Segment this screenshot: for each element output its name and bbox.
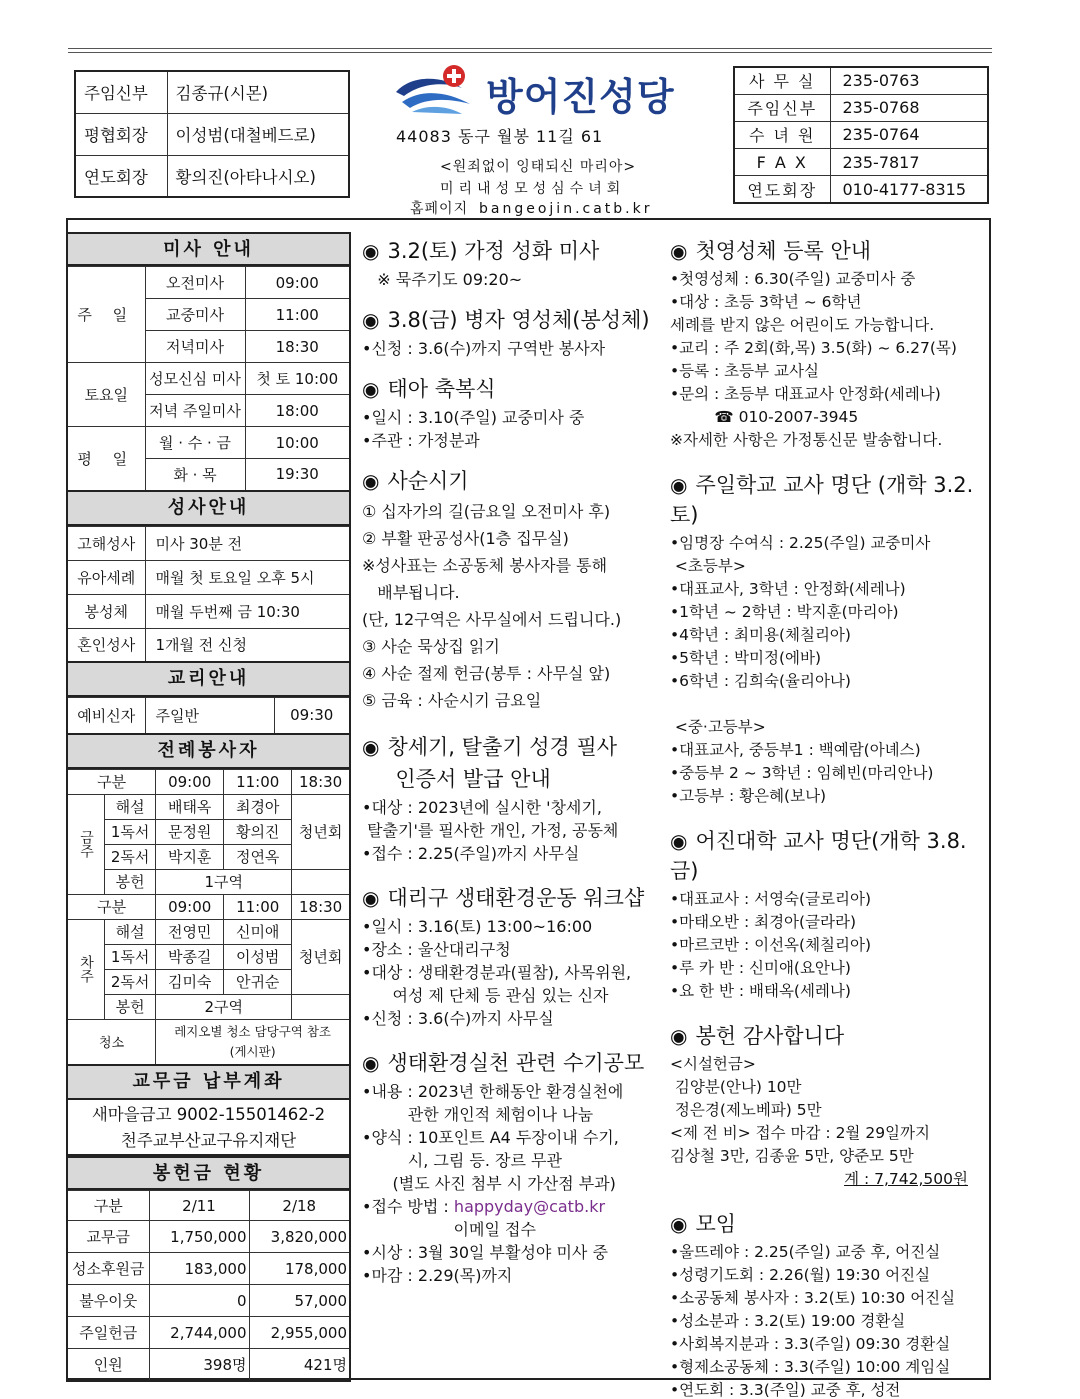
council-name: 이성범(대철베드로) [167, 113, 349, 155]
notice-line: •마태오반 : 최경아(글라라) [670, 913, 857, 931]
bullet-icon: ◉ [362, 239, 380, 263]
col-head: 09:00 [156, 894, 224, 919]
cleaning-text: 레지오별 청소 담당구역 참조 [174, 1023, 332, 1039]
servers-section-title: 전례봉사자 [66, 735, 351, 769]
notice-line: •교리 : 주 2회(화,목) 3.5(화) ~ 6.27(목) [670, 339, 957, 357]
bullet-icon: ◉ [670, 829, 688, 853]
offering-value: 3,820,000 [249, 1221, 350, 1253]
notice-line: ※ 묵주기도 09:20~ [362, 270, 523, 289]
notice-line: 여성 제 단체 등 관심 있는 신자 [362, 986, 609, 1005]
offering-value: 2,744,000 [149, 1317, 249, 1349]
notice-line: •대상 : 초등 3학년 ~ 6학년 [670, 293, 862, 311]
sacrament-name: 고해성사 [67, 526, 145, 560]
mass-time: 11:00 [245, 299, 350, 331]
mass-name: 화 · 목 [145, 459, 245, 491]
notice-heading [362, 732, 662, 762]
convent-line: 미리내성모성심수녀회 [440, 181, 626, 197]
notice-line: •형제소공동체 : 3.3(주일) 10:00 계임실 [670, 1358, 951, 1376]
offering-name: 불우이웃 [67, 1285, 149, 1317]
bullet-icon: ◉ [670, 239, 688, 263]
col-head: 18:30 [292, 769, 350, 794]
parish-logo-icon [392, 62, 488, 116]
notice-line: •6학년 : 김희숙(율리아나) [670, 672, 851, 690]
offering-district: 1구역 [156, 869, 292, 894]
account-box [66, 1100, 351, 1156]
notice-line: •대표교사, 3학년 : 안정화(세레나) [670, 580, 906, 598]
notice-title: 생태환경실천 관련 수기공모 [387, 1051, 645, 1075]
offering-total: 계 : 7,742,500원 [844, 1170, 968, 1188]
pastor-label: 주임신부 [75, 71, 167, 113]
youth-group: 청년회 [292, 919, 350, 994]
notice-line: •울뜨레야 : 2.25(주일) 교중 후, 어진실 [670, 1243, 941, 1261]
notice-line: •일시 : 3.10(주일) 교중미사 중 [362, 408, 585, 427]
server: 전영민 [156, 919, 224, 944]
bullet-icon: ◉ [362, 886, 380, 910]
left-column [66, 232, 351, 1382]
mass-name: 월 · 수 · 금 [145, 427, 245, 459]
notice-line: <시설헌금> [670, 1055, 756, 1073]
doctrine-time: 09:30 [274, 698, 350, 734]
notice-line: •등록 : 초등부 교사실 [670, 362, 819, 380]
homepage-label: 홈페이지 [410, 201, 469, 217]
offering-value: 398명 [149, 1349, 249, 1381]
notice-line: ※자세한 사항은 가정통신문 발송합니다. [670, 431, 943, 449]
notice-line: •대표교사, 중등부1 : 백예람(아녜스) [670, 741, 921, 759]
pastor-info-table [74, 70, 350, 198]
contact-label: 사 무 실 [734, 67, 830, 94]
offering-value: 178,000 [249, 1253, 350, 1285]
notice-line: •5학년 : 박미정(에바) [670, 649, 821, 667]
sunday-label: 주 일 [67, 267, 145, 363]
notice-line: •대상 : 생태환경분과(필참), 사목위원, [362, 963, 632, 982]
notice-heading [670, 826, 986, 886]
sacrament-name: 유아세례 [67, 560, 145, 594]
notice-line: •접수 방법 : [362, 1197, 454, 1216]
server: 정연옥 [224, 844, 292, 869]
col-head: 2/11 [149, 1191, 249, 1221]
sacrament-section-title: 성사안내 [66, 492, 351, 526]
notice-line: ② 부활 판공성사(1층 집무실) [362, 529, 569, 548]
bullet-icon: ◉ [670, 1024, 688, 1048]
notice-line: •4학년 : 최미용(체칠리아) [670, 626, 851, 644]
youth-group: 청년회 [292, 794, 350, 869]
notice-line: •임명장 수여식 : 2.25(주일) 교중미사 [670, 534, 931, 552]
role: 해설 [105, 794, 156, 819]
weekday-label: 평 일 [67, 427, 145, 491]
middle-column [362, 236, 662, 1287]
notice-line: 탈출기'를 필사한 개인, 가정, 공동체 [362, 821, 619, 840]
mass-time: 18:30 [245, 331, 350, 363]
notice-heading [362, 883, 662, 913]
notice-heading [670, 470, 986, 530]
bullet-icon: ◉ [362, 308, 380, 332]
notice-line: •요 한 반 : 배태옥(세레나) [670, 982, 851, 1000]
parish-title: 방어진성당 [486, 75, 675, 119]
offering-value: 2,955,000 [249, 1317, 350, 1349]
notice-heading [362, 305, 662, 335]
col-head: 구분 [67, 1191, 149, 1221]
notice-line: 세례를 받지 않은 어린이도 가능합니다. [670, 316, 935, 334]
yeondo-name: 황의진(아타나시오) [167, 155, 349, 197]
notice-line: •장소 : 울산대리구청 [362, 940, 511, 959]
col-head: 2/18 [249, 1191, 350, 1221]
notice-heading [670, 236, 986, 266]
notice-line: 관한 개인적 체험이나 나눔 [362, 1105, 594, 1124]
notice-line: •마르코반 : 이선옥(체칠리아) [670, 936, 872, 954]
server: 문정원 [156, 819, 224, 844]
notice-line: <초등부> [670, 557, 746, 575]
role: 2독서 [105, 844, 156, 869]
offering-table [66, 1190, 351, 1382]
notice-heading [670, 1021, 986, 1051]
notice-title: 3.8(금) 병자 영성체(봉성체) [387, 308, 650, 332]
contact-label: F A X [734, 149, 830, 176]
bullet-icon: ◉ [362, 469, 380, 493]
notice-line: 시, 그림 등. 장르 무관 [362, 1151, 562, 1170]
col-head: 11:00 [224, 894, 292, 919]
homepage-line [410, 198, 653, 218]
notice-line: •첫영성체 : 6.30(주일) 교중미사 중 [670, 270, 916, 288]
notice-line: ※성사표는 소공동체 봉사자를 통해 [362, 556, 608, 575]
council-label: 평협회장 [75, 113, 167, 155]
mass-name: 저녁미사 [145, 331, 245, 363]
contact-phone: 010-4177-8315 [830, 176, 988, 203]
contact-table [733, 66, 989, 204]
yeondo-label: 연도회장 [75, 155, 167, 197]
notice-line: •대상 : 2023년에 실시한 '창세기, [362, 798, 602, 817]
col-head: 11:00 [224, 769, 292, 794]
notice-line: 이메일 접수 [362, 1220, 536, 1239]
col-head: 구분 [67, 769, 156, 794]
notice-line: (단, 12구역은 사무실에서 드립니다.) [362, 610, 622, 629]
notice-line: •주관 : 가정분과 [362, 431, 480, 450]
doctrine-class: 주일반 [145, 698, 274, 734]
parish-address: 44083 동구 월봉 11길 61 [396, 127, 604, 146]
mass-time: 10:00 [245, 427, 350, 459]
notice-heading [362, 466, 662, 496]
notice-line: ⑤ 금육 : 사순시기 금요일 [362, 691, 542, 710]
mass-time: 첫 토 10:00 [245, 363, 350, 395]
offering-section-title: 봉헌금 현황 [66, 1156, 351, 1190]
notice-line: ④ 사순 절제 헌금(봉투 : 사무실 앞) [362, 664, 611, 683]
notice-title: 사순시기 [387, 469, 469, 493]
notice-title: 태아 축복식 [387, 377, 496, 401]
sacrament-name: 봉성체 [67, 594, 145, 628]
notice-line: •시상 : 3월 30일 부활성야 미사 중 [362, 1243, 608, 1262]
doctrine-name: 예비신자 [67, 698, 145, 734]
top-rule-2 [68, 52, 992, 53]
offering-value: 0 [149, 1285, 249, 1317]
notice-line: 정은경(제노베파) 5만 [670, 1101, 822, 1119]
right-column [670, 236, 986, 1399]
notice-title: 대리구 생태환경운동 워크샵 [387, 886, 645, 910]
offering-name: 교무금 [67, 1221, 149, 1253]
notice-line: •양식 : 10포인트 A4 두장이내 수기, [362, 1128, 619, 1147]
cleaning-label: 청소 [67, 1019, 156, 1065]
server: 박종길 [156, 944, 224, 969]
notice-heading [362, 374, 662, 404]
top-rule [68, 48, 992, 49]
contact-label: 주임신부 [734, 94, 830, 121]
notice-title: 봉헌 감사합니다 [695, 1024, 845, 1048]
server: 신미애 [224, 919, 292, 944]
col-head: 18:30 [292, 894, 350, 919]
account-number: 새마을금고 9002-15501462-2 [91, 1105, 326, 1124]
doctrine-table [66, 697, 351, 735]
homepage-url[interactable]: bangeojin.catb.kr [479, 201, 653, 217]
role: 봉헌 [105, 994, 156, 1019]
sacrament-time: 매월 두번째 금 10:30 [145, 594, 350, 628]
offering-value: 57,000 [249, 1285, 350, 1317]
offering-value: 421명 [249, 1349, 350, 1381]
notice-line: ① 십자가의 길(금요일 오전미사 후) [362, 502, 611, 521]
role: 2독서 [105, 969, 156, 994]
sacrament-time: 미사 30분 전 [145, 526, 350, 560]
server: 박지훈 [156, 844, 224, 869]
notice-line: ③ 사순 묵상집 읽기 [362, 637, 500, 656]
notice-line: •소공동체 봉사자 : 3.2(토) 10:30 어진실 [670, 1289, 956, 1307]
servers-table [66, 769, 351, 1067]
col-head: 구분 [67, 894, 156, 919]
mass-table [66, 266, 351, 492]
email-link[interactable]: happyday@catb.kr [453, 1197, 606, 1216]
notice-line: •대표교사 : 서영숙(글로리아) [670, 890, 872, 908]
notice-line: •신청 : 3.6(수)까지 구역반 봉사자 [362, 339, 606, 358]
contact-phone: 235-7817 [830, 149, 988, 176]
notice-title: 어진대학 교사 명단(개학 3.8.금) [670, 829, 967, 883]
mass-name: 오전미사 [145, 267, 245, 299]
notice-line: •중등부 2 ~ 3학년 : 임혜빈(마리안나) [670, 764, 934, 782]
notice-line: •일시 : 3.16(토) 13:00~16:00 [362, 917, 593, 936]
week-label: 차주 [67, 919, 105, 1019]
mass-name: 교중미사 [145, 299, 245, 331]
notice-heading [362, 236, 662, 266]
doctrine-section-title: 교리안내 [66, 663, 351, 697]
notice-line: <제 전 비> 접수 마감 : 2월 29일까지 [670, 1124, 930, 1142]
role: 1독서 [105, 819, 156, 844]
notice-line: •문의 : 초등부 대표교사 안정화(세레나) [670, 385, 941, 403]
mass-time: 18:00 [245, 395, 350, 427]
contact-label: 수 녀 원 [734, 121, 830, 148]
sacrament-name: 혼인성사 [67, 628, 145, 662]
contact-label: 연도회장 [734, 176, 830, 203]
notice-line: •1학년 ~ 2학년 : 박지훈(마리아) [670, 603, 899, 621]
server: 이성범 [224, 944, 292, 969]
role: 해설 [105, 919, 156, 944]
notice-title: 창세기, 탈출기 성경 필사 [387, 735, 618, 759]
pastor-name: 김종규(시몬) [167, 71, 349, 113]
notice-line: 김양분(안나) 10만 [670, 1078, 802, 1096]
sacrament-time: 1개월 전 신청 [145, 628, 350, 662]
notice-title: 첫영성체 등록 안내 [695, 239, 872, 263]
notice-heading [670, 1209, 986, 1239]
notice-line: •성령기도회 : 2.26(월) 19:30 어진실 [670, 1266, 931, 1284]
server: 안귀순 [224, 969, 292, 994]
notice-line: •연도회 : 3.3(주일) 교중 후, 성전 [670, 1381, 901, 1399]
notice-heading [362, 1048, 662, 1078]
role: 1독서 [105, 944, 156, 969]
account-holder: 천주교부산교구유지재단 [120, 1131, 297, 1150]
mass-time: 09:00 [245, 267, 350, 299]
notice-title: 주일학교 교사 명단 (개학 3.2.토) [670, 473, 974, 527]
mass-name: 저녁 주일미사 [145, 395, 245, 427]
notice-line: •루 카 반 : 신미애(요안나) [670, 959, 851, 977]
col-head: 09:00 [156, 769, 224, 794]
sacrament-time: 매월 첫 토요일 오후 5시 [145, 560, 350, 594]
notice-line: ☎ 010-2007-3945 [670, 408, 859, 426]
bullet-icon: ◉ [670, 473, 688, 497]
notice-line: <중·고등부> [670, 718, 766, 736]
notice-line: 김상철 3만, 김종윤 5만, 양준모 5만 [670, 1147, 914, 1165]
saturday-label: 토요일 [67, 363, 145, 427]
mass-name: 성모신심 미사 [145, 363, 245, 395]
contact-phone: 235-0764 [830, 121, 988, 148]
contact-phone: 235-0768 [830, 94, 988, 121]
account-section-title: 교무금 납부계좌 [66, 1066, 351, 1100]
notice-line: (별도 사진 첨부 시 가산점 부과) [362, 1174, 616, 1193]
notice-title: 모임 [695, 1212, 737, 1236]
offering-name: 인원 [67, 1349, 149, 1381]
contact-phone: 235-0763 [830, 67, 988, 94]
role: 봉헌 [105, 869, 156, 894]
offering-value: 1,750,000 [149, 1221, 249, 1253]
notice-line: •사회복지분과 : 3.3(주일) 09:30 경환실 [670, 1335, 951, 1353]
server: 최경아 [224, 794, 292, 819]
bullet-icon: ◉ [362, 1051, 380, 1075]
server: 황의진 [224, 819, 292, 844]
mass-section-title: 미사 안내 [66, 232, 351, 266]
bullet-icon: ◉ [362, 377, 380, 401]
cleaning-note: (게시판) [229, 1043, 276, 1059]
bullet-icon: ◉ [362, 735, 380, 759]
server: 김미숙 [156, 969, 224, 994]
notice-title: 3.2(토) 가정 성화 미사 [387, 239, 600, 263]
notice-line [670, 693, 986, 716]
notice-line: •마감 : 2.29(목)까지 [362, 1266, 513, 1285]
patron-line: <원죄없이 잉태되신 마리아> [440, 159, 637, 175]
notice-line: 배부됩니다. [362, 583, 460, 602]
mass-time: 19:30 [245, 459, 350, 491]
notice-line: •내용 : 2023년 한해동안 환경실천에 [362, 1082, 624, 1101]
bullet-icon: ◉ [670, 1212, 688, 1236]
offering-district: 2구역 [156, 994, 292, 1019]
sacrament-table [66, 526, 351, 664]
notice-line: •성소분과 : 3.2(토) 19:00 경환실 [670, 1312, 906, 1330]
notice-line: •신청 : 3.6(수)까지 사무실 [362, 1009, 554, 1028]
offering-value: 183,000 [149, 1253, 249, 1285]
notice-line: •접수 : 2.25(주일)까지 사무실 [362, 844, 580, 863]
offering-name: 성소후원금 [67, 1253, 149, 1285]
week-label: 금주 [67, 794, 105, 894]
notice-title-line2: 인증서 발급 안내 [362, 767, 551, 791]
notice-line: •고등부 : 황은혜(보나) [670, 787, 827, 805]
offering-name: 주일헌금 [67, 1317, 149, 1349]
server: 배태옥 [156, 794, 224, 819]
